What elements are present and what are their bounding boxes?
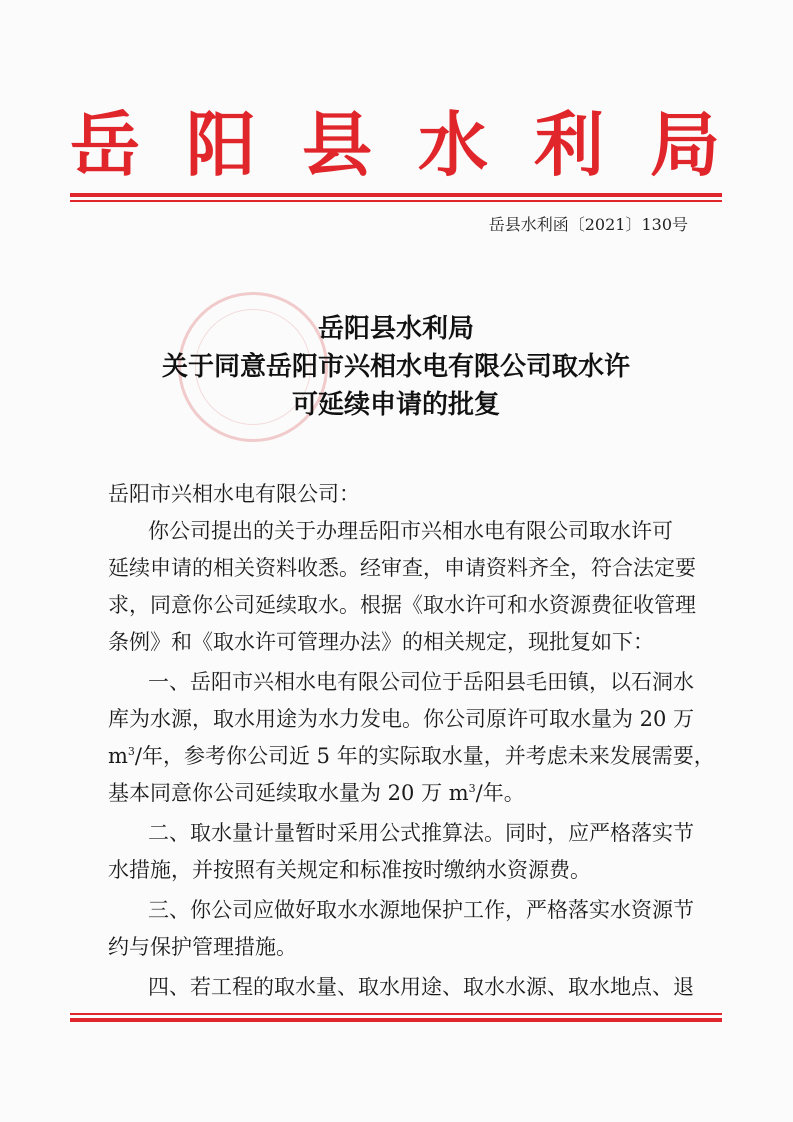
paragraph-1-line: 条例》和《取水许可管理办法》的相关规定，现批复如下： <box>108 630 654 654</box>
title-line-2: 关于同意岳阳市兴相水电有限公司取水许 <box>161 352 630 382</box>
footer-rule-thin <box>70 1013 722 1015</box>
addressee: 岳阳市兴相水电有限公司： <box>108 482 360 506</box>
paragraph-1-line: 求，同意你公司延续取水。根据《取水许可和水资源费征收管理 <box>108 593 696 617</box>
paragraph-3-line: 二、取水量计量暂时采用公式推算法。同时，应严格落实节 <box>148 821 694 845</box>
masthead-char: 利 <box>534 103 604 186</box>
paragraph-5-line: 四、若工程的取水量、取水用途、取水水源、取水地点、退 <box>148 975 694 999</box>
footer-rule-thick <box>70 1018 722 1022</box>
paragraph-2-line: $m^3/$年，参考你公司近 5 年的实际取水量，并考虑未来发展需要， <box>108 744 715 768</box>
masthead-char: 阳 <box>186 103 256 186</box>
paragraph-1-line: 你公司提出的关于办理岳阳市兴相水电有限公司取水许可 <box>148 519 673 543</box>
title-line-1: 岳阳县水利局 <box>317 314 474 344</box>
masthead-char: 县 <box>302 103 372 186</box>
masthead <box>70 102 720 188</box>
paragraph-2-line: 一、岳阳市兴相水电有限公司位于岳阳县毛田镇，以石洞水 <box>148 670 694 694</box>
paragraph-4-line: 三、你公司应做好取水水源地保护工作，严格落实水资源节 <box>148 898 694 922</box>
paragraph-2-line: 库为水源，取水用途为水力发电。你公司原许可取水量为 20 万 <box>108 707 695 731</box>
masthead-rule-thin <box>70 200 722 202</box>
masthead-char: 岳 <box>70 103 140 186</box>
document-number: 岳县水利函〔2021〕130号 <box>488 215 688 234</box>
paragraph-4-line: 约与保护管理措施。 <box>108 935 297 959</box>
paragraph-2-line: 基本同意你公司延续取水量为 20 万 $m^3/$年。 <box>108 781 525 805</box>
title-line-3: 可延续申请的批复 <box>291 390 500 420</box>
paragraph-1-line: 延续申请的相关资料收悉。经审查，申请资料齐全，符合法定要 <box>108 556 696 580</box>
paragraph-3-line: 水措施，并按照有关规定和标准按时缴纳水资源费。 <box>108 858 591 882</box>
masthead-char: 局 <box>650 103 720 186</box>
masthead-rule-thick <box>70 193 722 197</box>
masthead-char: 水 <box>418 103 488 186</box>
